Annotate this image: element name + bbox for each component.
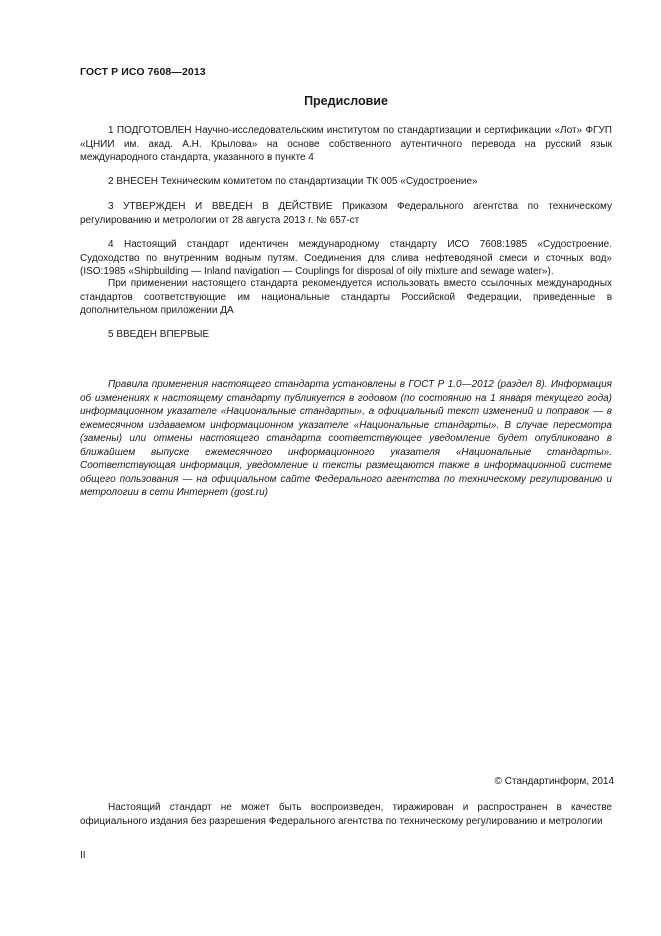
foreword-item-reference-note: При применении настоящего стандарта рекомендуется использовать вместо ссылочных международных стандартов соответствующие им национальные стандарты Российской Федерации, приведенные в дополнительном приложении ДА	[80, 278, 612, 316]
reproduction-restriction-note: Настоящий стандарт не может быть воспроизведен, тиражирован и распространен в качестве официального издания без разрешения Федерального агентства по техническому регулированию и метрологии	[80, 802, 612, 827]
copyright-line: © Стандартинформ, 2014	[494, 776, 614, 787]
foreword-item-approved: 3 УТВЕРЖДЕН И ВВЕДЕН В ДЕЙСТВИЕ Приказом Федерального агентства по техническому регулированию и метрологии от 28 августа 2013 г. № 657-ст	[80, 201, 612, 226]
foreword-item-introduced: 5 ВВЕДЕН ВПЕРВЫЕ	[108, 329, 210, 340]
standard-code-header: ГОСТ Р ИСО 7608—2013	[80, 66, 206, 78]
page-title: Предисловие	[304, 94, 388, 108]
foreword-item-submitted: 2 ВНЕСЕН Техническим комитетом по стандартизации ТК 005 «Судостроение»	[108, 176, 478, 187]
page-number: II	[80, 850, 86, 861]
application-rules-notice: Правила применения настоящего стандарта установлены в ГОСТ Р 1.0—2012 (раздел 8). Информация об изменениях к настоящему стандарту публикуется в годовом (по состоянию на 1 января текущего года) информационном указателе «Национальные стандарты», а официальный текст изменений и поправок — в ежемесячном издаваемом информационном указателе «Национальные стандарты». В случае пересмотра (замены) или отмены настоящего стандарта соответствующее уведомление будет опубликовано в ближайшем выпуске ежемесячного информационного указателя «Национальные стандарты». Соответствующая информация, уведомление и тексты размещаются также в информационной системе общего пользования — на официальном сайте Федерального агентства по техническому регулированию и метрологии в сети Интернет (gost.ru)	[80, 379, 612, 498]
foreword-item-identical-standard: 4 Настоящий стандарт идентичен международному стандарту ИСО 7608:1985 «Судостроение. Судоходство по внутренним водным путям. Соединения для слива нефтеводяной смеси и сточных вод» (ISO:1985 «Shipbuilding — Inland navigation — Couplings for disposal of oily mixture and sewage water»).	[80, 239, 612, 277]
foreword-item-prepared: 1 ПОДГОТОВЛЕН Научно-исследовательским институтом по стандартизации и сертификации «Лот» ФГУП «ЦНИИ им. акад. А.Н. Крылова» на основе собственного аутентичного перевода на русский язык международного стандарта, указанного в пункте 4	[80, 125, 612, 163]
